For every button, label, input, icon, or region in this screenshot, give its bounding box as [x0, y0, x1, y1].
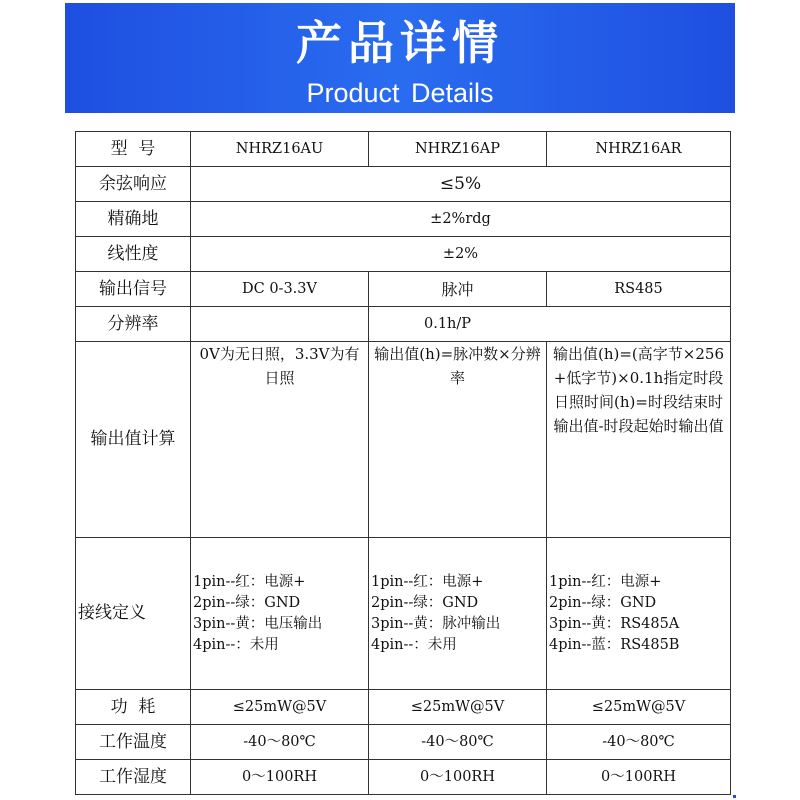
calc-au: 0V为无日照，3.3V为有日照: [191, 342, 369, 538]
table-row-calc: [76, 342, 731, 538]
page-subtitle: Product Details: [306, 78, 494, 108]
wiring-ap: [369, 538, 547, 690]
humidity-ar: 0～100RH: [547, 760, 731, 795]
temp-label: 工作温度: [76, 725, 191, 760]
humidity-ap: 0～100RH: [369, 760, 547, 795]
table-row-humidity: [76, 760, 731, 795]
wiring-label: 接线定义: [76, 538, 191, 690]
calc-label: 输出值计算: [76, 342, 191, 538]
table-row-temp: [76, 725, 731, 760]
power-ap: ≤25mW@5V: [369, 690, 547, 725]
calc-ap: 输出值(h)=脉冲数×分辨率: [369, 342, 547, 538]
humidity-au: 0～100RH: [191, 760, 369, 795]
wiring-ap-line: 3pin--黄：脉冲输出: [371, 615, 501, 632]
resolution-label: 分辨率: [76, 307, 191, 342]
model-ap: NHRZ16AP: [369, 132, 547, 167]
table-row-wiring: [76, 538, 731, 690]
table-row-cosine: [76, 167, 731, 202]
linearity-label: 线性度: [76, 237, 191, 272]
wiring-au: [191, 538, 369, 690]
calc-ar: 输出值(h)=(高字节×256+低字节)×0.1h指定时段日照时间(h)=时段结束时输出值-时段起始时输出值: [547, 342, 731, 538]
wiring-au-line: 2pin--绿：GND: [193, 594, 301, 611]
wiring-ap-line: 4pin--：未用: [371, 636, 457, 653]
table-row-model: [76, 132, 731, 167]
power-label: 功 耗: [76, 690, 191, 725]
table-row-accuracy: [76, 202, 731, 237]
table-row-resolution: [76, 307, 731, 342]
model-au: NHRZ16AU: [191, 132, 369, 167]
humidity-label: 工作湿度: [76, 760, 191, 795]
page-title: 产品详情: [296, 16, 504, 70]
wiring-ap-line: 1pin--红：电源+: [371, 573, 484, 590]
wiring-ar-line: 2pin--绿：GND: [549, 594, 657, 611]
wiring-ap-line: 2pin--绿：GND: [371, 594, 479, 611]
table-row-linearity: [76, 237, 731, 272]
resolution-au: [191, 307, 369, 342]
wiring-au-line: 4pin--：未用: [193, 636, 279, 653]
power-ar: ≤25mW@5V: [547, 690, 731, 725]
output-label: 输出信号: [76, 272, 191, 307]
temp-ar: -40～80℃: [547, 725, 731, 760]
wiring-ar-line: 1pin--红：电源+: [549, 573, 662, 590]
output-ap: 脉冲: [369, 272, 547, 307]
accuracy-label: 精确地: [76, 202, 191, 237]
cosine-value: ≤5%: [191, 167, 731, 202]
cosine-label: 余弦响应: [76, 167, 191, 202]
temp-ap: -40～80℃: [369, 725, 547, 760]
output-au: DC 0-3.3V: [191, 272, 369, 307]
wiring-ar: [547, 538, 731, 690]
table-row-power: [76, 690, 731, 725]
header-banner: [65, 3, 735, 113]
wiring-ar-line: 4pin--蓝：RS485B: [549, 636, 680, 653]
output-ar: RS485: [547, 272, 731, 307]
temp-au: -40～80℃: [191, 725, 369, 760]
accuracy-value: ±2%rdg: [191, 202, 731, 237]
wiring-au-line: 3pin--黄：电压输出: [193, 615, 323, 632]
wiring-ar-line: 3pin--黄：RS485A: [549, 615, 680, 632]
linearity-value: ±2%: [191, 237, 731, 272]
spec-table: [75, 131, 731, 795]
model-ar: NHRZ16AR: [547, 132, 731, 167]
resolution-value: 0.1h/P: [369, 307, 731, 342]
power-au: ≤25mW@5V: [191, 690, 369, 725]
model-label: 型 号: [76, 132, 191, 167]
wiring-au-line: 1pin--红：电源+: [193, 573, 306, 590]
table-row-output: [76, 272, 731, 307]
corner-mark: [733, 795, 736, 798]
